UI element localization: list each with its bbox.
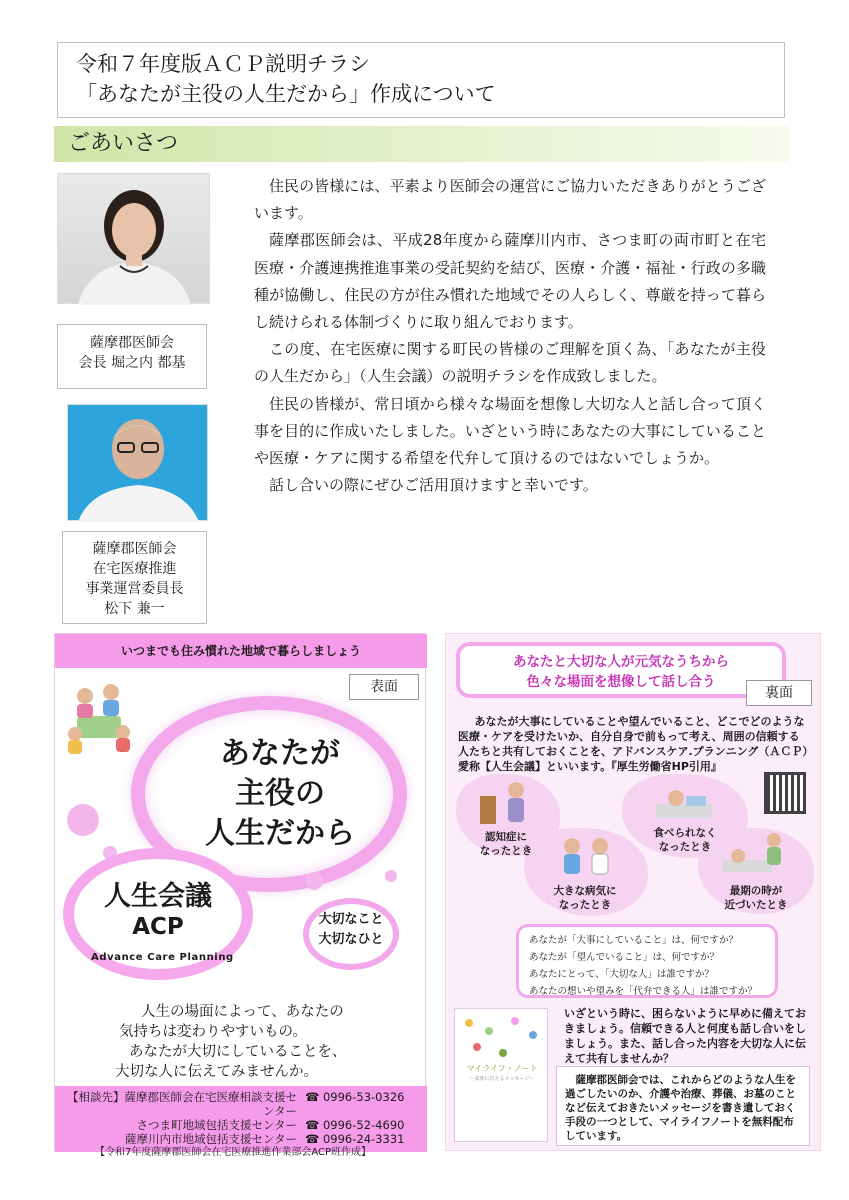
greeting-paragraph: 住民の皆様には、平素より医師会の運営にご協力いただきありがとうございます。 xyxy=(254,177,766,223)
scene-label-line: なったとき xyxy=(479,845,533,857)
decor-dot xyxy=(67,804,99,836)
contact-org: 薩摩川内市地域包括支援センター xyxy=(124,1132,297,1146)
contact-row xyxy=(61,1118,421,1132)
question-line: あなたの想いや望みを「代弁できる人」は誰ですか？ xyxy=(529,986,758,997)
question-line: あなたにとって、「大切な人」は誰ですか？ xyxy=(529,969,714,980)
contact-org: さつま町地域包括支援センター xyxy=(136,1118,297,1132)
chair-org: 薩摩郡医師会 xyxy=(92,541,177,557)
decor-dot xyxy=(485,1027,493,1035)
scene-label-line: なったとき xyxy=(658,841,712,853)
greeting-paragraph: 薩摩郡医師会は、平成28年度から薩摩川内市、さつま町の両市町と在宅医療・介護連携推進事業の受託契約を結び、医療・介護・福祉・行政の多職種が協働し、住民の方が住み慣れた地域でその人らしく、尊厳を持って暮らし続けられる体制づくりに取り組んでおります。 xyxy=(254,231,766,332)
document-title-line1: 令和７年度版ＡＣＰ説明チラシ xyxy=(76,52,370,76)
chair-dept: 在宅医療推進 xyxy=(92,561,177,577)
dementia-scene-illustration xyxy=(476,778,536,826)
president-photo xyxy=(57,173,210,304)
main-title-line: 主役の xyxy=(235,776,325,811)
reflection-questions xyxy=(516,924,778,998)
front-banner: いつまでも住み慣れた地域で暮らしましょう xyxy=(55,634,427,668)
contact-row xyxy=(61,1090,421,1118)
qr-code-icon xyxy=(764,772,806,814)
main-title-line: 人生だから xyxy=(205,816,355,851)
document-title-line2: 「あなたが主役の人生だから」作成について xyxy=(76,82,496,106)
bubble-line: 大切なひと xyxy=(318,932,384,947)
front-message-line: 大切な人に伝えてみませんか。 xyxy=(115,1064,318,1080)
front-side-label: 表面 xyxy=(349,674,419,700)
decor-dot xyxy=(305,872,323,890)
contact-phone: ☎ 0996-24-3331 xyxy=(305,1132,405,1146)
contact-phone: ☎ 0996-52-4690 xyxy=(305,1118,405,1132)
notebook-title: マイライフ・ノート xyxy=(466,1064,538,1073)
contact-panel xyxy=(55,1086,427,1158)
decor-dot xyxy=(465,1019,473,1027)
end-of-life-scene-illustration xyxy=(718,830,794,880)
acp-abbrev: ACP xyxy=(132,914,184,940)
scene-label-end-of-life xyxy=(708,884,804,912)
front-message-line: 気持ちは変わりやすいもの。 xyxy=(119,1024,307,1040)
contact-phone: ☎ 0996-53-0326 xyxy=(305,1090,405,1104)
prepare-message: いざという時に、困らないように早めに備えておきましょう。信頼できる人と何度も話し合いをしましょう。また、話し合った内容を大切な人に伝えて共有しませんか？ xyxy=(564,1007,806,1065)
scene-label-line: 近づいたとき xyxy=(724,899,788,911)
serious-illness-scene-illustration xyxy=(556,834,616,878)
committee-chair-caption xyxy=(62,531,207,624)
question-line: あなたが「大事にしていること」は、何ですか？ xyxy=(529,935,739,946)
acp-definition: あなたが大事にしていることや望んでいること、どこでどのような医療・ケアを受けたいか、自分自身で前もって考え、周囲の信頼する人たちと共有しておくことを、アドバンスケア.プランニング（ＡＣＰ）愛称【人生会議】といいます。『厚生労働省HP引用』 xyxy=(458,715,808,773)
cannot-eat-scene-illustration xyxy=(652,778,716,826)
back-side-label: 裏面 xyxy=(746,680,812,706)
greeting-paragraph: この度、在宅医療に関する町民の皆様のご理解を頂く為、「あなたが主役の人生だから」（人生会議）の説明チラシを作成致しました。 xyxy=(254,340,766,386)
flyer-credit: 【令和7年度薩摩郡医師会在宅医療推進作業部会ACP班作成】 xyxy=(95,1147,372,1158)
scene-label-dementia xyxy=(468,830,544,858)
family-group-illustration xyxy=(63,676,135,758)
scene-label-line: 大きな病気に xyxy=(553,885,617,897)
front-flyer xyxy=(54,633,426,1158)
decor-dot xyxy=(529,1031,537,1039)
front-message-line: あなたが大切にしていることを、 xyxy=(129,1044,347,1060)
president-caption xyxy=(57,324,207,389)
notebook-subtitle: 〜家族に伝えるメッセージ〜 xyxy=(469,1076,535,1082)
back-banner-line: あなたと大切な人が元気なうちから xyxy=(513,654,729,670)
front-message-line: 人生の場面によって、あなたの xyxy=(141,1004,344,1020)
my-life-notebook-cover xyxy=(454,1008,548,1142)
committee-chair-photo xyxy=(67,404,208,521)
decor-dot xyxy=(511,1017,519,1025)
decor-dot xyxy=(499,1049,507,1057)
back-flyer xyxy=(445,633,821,1151)
back-banner-line: 色々な場面を想像して話し合う xyxy=(526,674,716,690)
bubble-line: 大切なこと xyxy=(318,912,384,927)
greeting-heading: ごあいさつ xyxy=(54,126,789,162)
chair-name: 松下 兼一 xyxy=(104,601,165,617)
president-name: 会長 堀之内 都基 xyxy=(78,355,186,371)
contact-row xyxy=(61,1132,421,1146)
decor-dot xyxy=(385,870,397,882)
greeting-paragraph: 話し合いの際にぜひご活用頂けますと幸いです。 xyxy=(269,476,598,495)
president-org: 薩摩郡医師会 xyxy=(90,335,174,351)
front-message xyxy=(77,1002,417,1082)
scene-label-cannot-eat xyxy=(642,826,728,854)
greeting-paragraph: 住民の皆様が、常日頃から様々な場面を想像し大切な人と話し合って頂く事を目的に作成いたしました。いざという時にあなたの大事にしていることや医療・ケアに関する希望を代弁して頂けるのではないでしょうか。 xyxy=(254,394,766,468)
greeting-text xyxy=(254,173,766,499)
decor-dot xyxy=(473,1043,481,1051)
scene-label-serious-illness xyxy=(542,884,628,912)
scene-label-line: 認知症に xyxy=(485,831,527,843)
main-title xyxy=(185,734,375,854)
main-title-line: あなたが xyxy=(220,736,340,771)
scene-label-line: 食べられなく xyxy=(653,827,717,839)
question-line: あなたが「望んでいること」は、何ですか？ xyxy=(529,952,720,963)
chair-title: 事業運営委員長 xyxy=(85,581,184,597)
contact-org: 【相談先】薩摩郡医師会在宅医療相談支援センター xyxy=(67,1090,297,1118)
important-bubble-text xyxy=(307,910,395,950)
acp-fullname: Advance Care Planning xyxy=(91,952,234,963)
document-title-box xyxy=(57,42,785,118)
notebook-distribution-message: 薩摩郡医師会では、これからどのような人生を過ごしたいのか、介護や治療、葬儀、お墓のことなど伝えておきたいメッセージを書き遺しておく手段の一つとして、マイライフノートを無料配布しています。 xyxy=(556,1066,810,1146)
scene-label-line: 最期の時が xyxy=(729,885,783,897)
back-banner xyxy=(456,642,786,698)
acp-japanese: 人生会議 xyxy=(104,881,212,912)
scene-label-line: なったとき xyxy=(558,899,612,911)
